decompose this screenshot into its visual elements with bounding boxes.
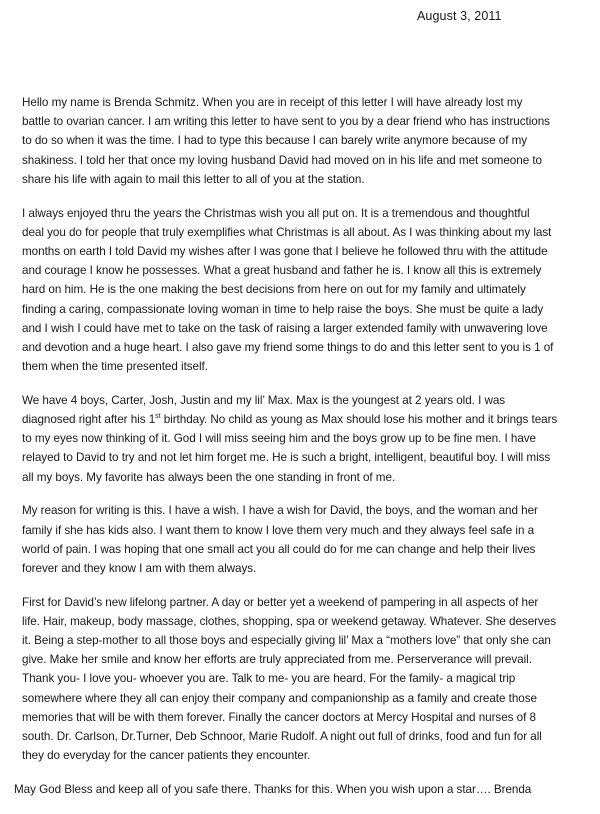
text-line: share his life with again to mail this letter to all of you at the station. (22, 172, 365, 186)
text-line: it. Being a step-mother to all those boys and especially giving lil’ Max a “mothers love” that only she can (22, 634, 551, 648)
text-line: forever and they know I am with them always. (22, 561, 257, 575)
paragraph-reason (14, 501, 596, 578)
text-line: relayed to David to try and not let him forget me. He is such a bright, intelligent, beautiful boy. I will miss (22, 451, 551, 465)
text-line: all my boys. My favorite has always been the one standing in front of me. (22, 470, 396, 484)
letter-body (14, 93, 596, 814)
paragraph-introduction (14, 93, 596, 189)
text-line: We have 4 boys, Carter, Josh, Justin and my lil’ Max. Max is the youngest at 2 years old. I was (22, 393, 506, 407)
text-line: family if she has kids also. I want them to know I love them very much and they always feel safe in a (22, 523, 535, 537)
text-line: life. Hair, makeup, body massage, clothes, shopping, spa or weekend getaway. Whatever. She deserves (22, 614, 557, 628)
text-line: shakiness. I told her that once my loving husband David had moved on in his life and met someone to (22, 153, 542, 167)
text-line: First for David’s new lifelong partner. A day or better yet a weekend of pampering in all aspects of her (22, 595, 539, 609)
text-line: to do so when it was the time. I had to type this because I can barely write anymore because of my (22, 134, 528, 148)
text-line: give. Make her smile and know her efforts are truly appreciated from me. Perserverance will prevail. (22, 653, 532, 667)
text-line: world of pain. I was hoping that one small act you all could do for me can change and help their lives (22, 542, 536, 556)
text-line: Hello my name is Brenda Schmitz. When you are in receipt of this letter I will have already lost my (22, 96, 523, 109)
text-line: them when the time presented itself. (22, 360, 208, 374)
text-line: finding a caring, compassionate loving woman in time to help raise the boys. She must be quite a lady (22, 302, 544, 316)
text-fragment: diagnosed right after his 1 (22, 413, 156, 427)
ordinal-superscript: st (155, 413, 161, 421)
paragraph-boys (14, 391, 596, 487)
paragraph-christmas-wish (14, 204, 596, 377)
text-line: they do everyday for the cancer patients they encounter. (22, 749, 311, 763)
text-line: battle to ovarian cancer. I am writing this letter to have sent to you by a dear friend who has instructions (22, 115, 550, 129)
text-line: deal you do for people that truly exemplifies what Christmas is all about. As I was thinking about my last (22, 225, 552, 239)
text-line: I always enjoyed thru the years the Christmas wish you all put on. It is a tremendous and thoughtful (22, 206, 530, 220)
text-line: south. Dr. Carlson, Dr.Turner, Deb Schnoor, Marie Rudolf. A night out full of drinks, food and fun for all (22, 730, 542, 744)
text-fragment: birthday. No child as young as Max should lose his mother and it brings tears (160, 413, 558, 427)
paragraph-wishes (14, 593, 596, 766)
text-line: somewhere where they all can enjoy their company and companionship as a family and create those (22, 691, 537, 705)
text-line: Thank you- I love you- whoever you are. Talk to me- you are heard. For the family- a magical trip (22, 672, 516, 686)
text-line-with-superscript (22, 410, 596, 429)
text-line: hard on him. He is the one making the best decisions from here on out for my family and ultimately (22, 283, 526, 297)
text-line: months on earth I told David my wishes after I was gone that I believe he followed thru with the attitude (22, 244, 548, 258)
text-line: and I wish I could have met to take on the task of raising a larger extended family with unwavering love (22, 321, 548, 335)
text-line: to my eyes now thinking of it. God I will miss seeing him and the boys grow up to be fine men. I have (22, 432, 537, 446)
letter-date: August 3, 2011 (417, 9, 502, 23)
text-line: May God Bless and keep all of you safe there. Thanks for this. When you wish upon a star…. Brenda (14, 783, 532, 796)
text-line: and courage I know he possesses. What a great husband and father he is. I know all this is extremely (22, 264, 542, 278)
text-line: memories that will be with them forever. Finally the cancer doctors at Mercy Hospital and nurses of 8 (22, 710, 536, 724)
text-line: and devotion and a huge heart. I also gave my friend some things to do and this letter sent to you is 1 of (22, 340, 554, 354)
paragraph-closing (14, 780, 596, 799)
text-line: My reason for writing is this. I have a wish. I have a wish for David, the boys, and the woman and her (22, 504, 538, 518)
